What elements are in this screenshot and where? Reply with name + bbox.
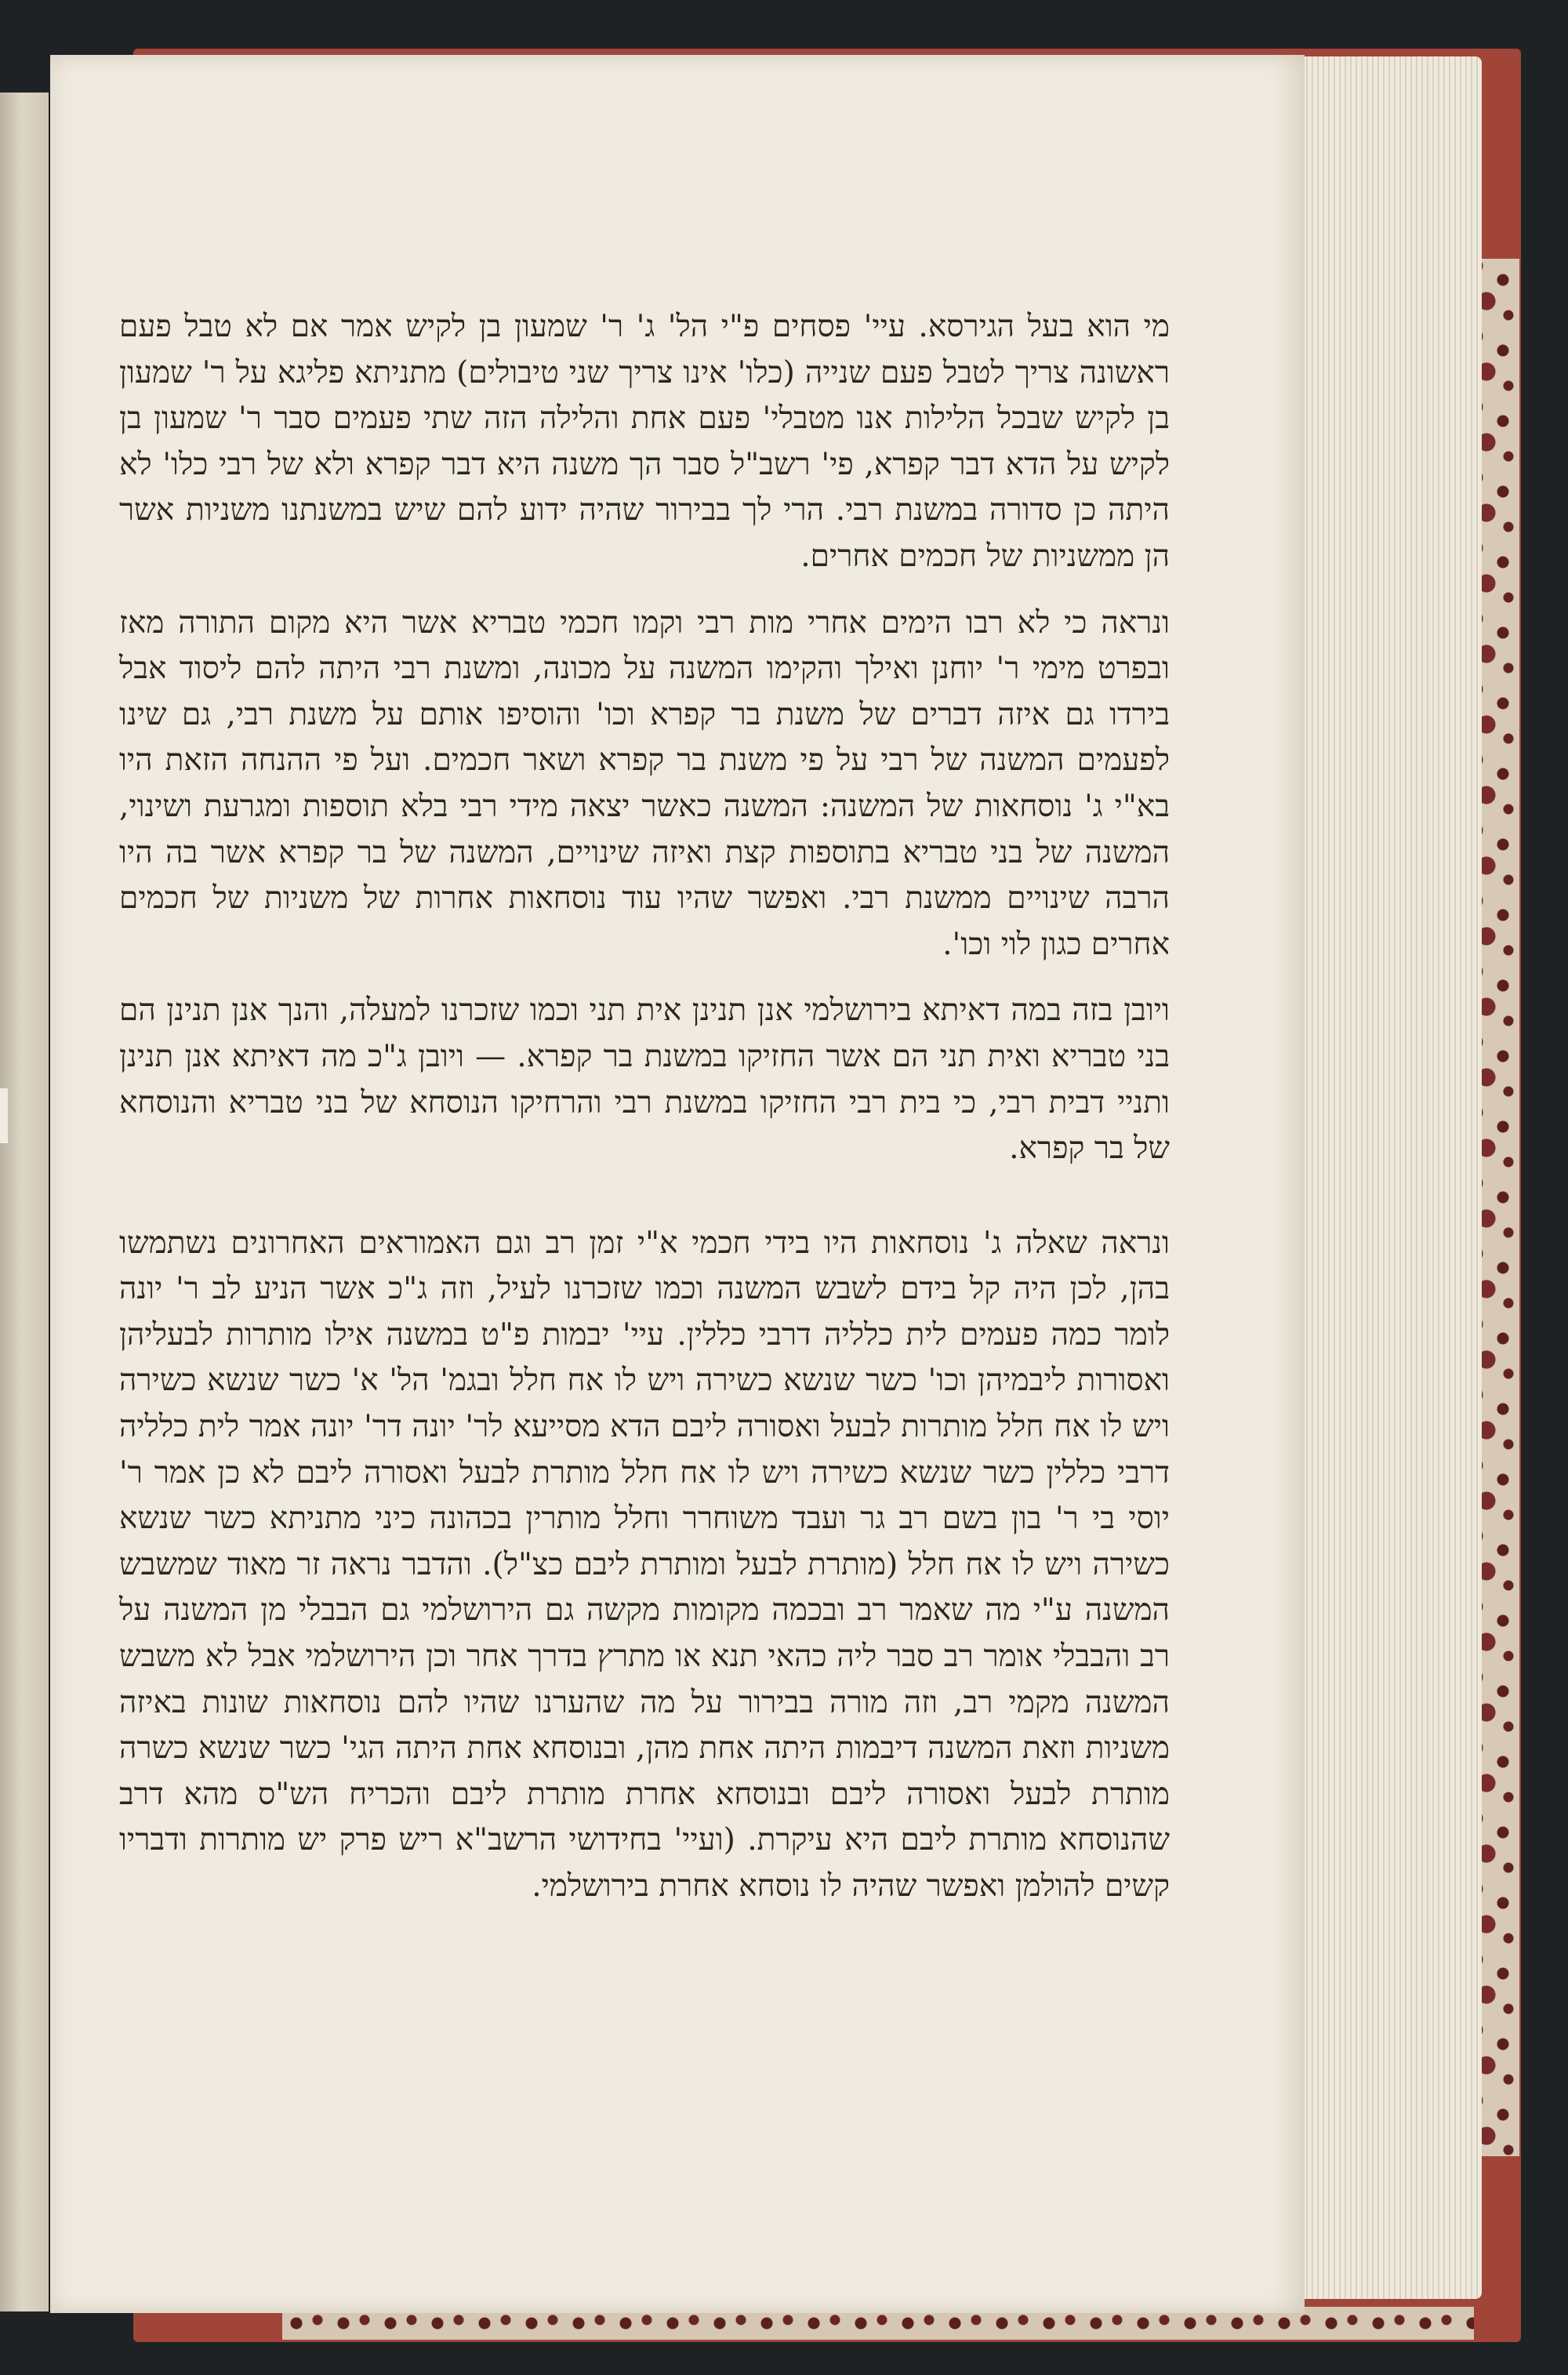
paragraph-2: ונראה כי לא רבו הימים אחרי מות רבי וקמו חכמי טבריא אשר היא מקום התורה מאז ובפרט מימי ר' יוחנן ואילך והקימו המשנה על מכונה, ומשנת רבי היתה להם ליסוד אבל בירדו גם איזה דברים של משנת בר קפרא וכו' והוסיפו אותם על משנת רבי, גם שינו לפעמים המשנה של רבי על פי משנת בר קפרא ושאר חכמים. ועל פי ההנחה הזאת היו בא"י ג' נוסחאות של המשנה: המשנה כאשר יצאה מידי רבי בלא תוספות ומגרעת ושינוי, המשנה של בני טבריא בתוספות קצת ואיזה שינויים, המשנה של בר קפרא אשר בה היו הרבה שינויים ממשנת רבי. ואפשר שהיו עוד נוסחאות אחרות של משניות של חכמים אחרים כגון לוי וכו'. <box>119 605 1170 962</box>
paragraph-3: ויובן בזה במה דאיתא בירושלמי אנן תנינן אית תני וכמו שזכרנו למעלה, והנך אנן תנינן הם בני טבריא ואית תני הם אשר החזיקו במשנת בר קפרא. — ויובן ג"כ מה דאיתא אנן תנינן ותניי דבית רבי, כי בית רבי החזיקו במשנת רבי והרחיקו הנוסחא של בני טבריא והנוסחא של בר קפרא. <box>119 993 1170 1167</box>
facing-page-edge <box>0 93 49 2311</box>
paragraph-1: מי הוא בעל הגירסא. עיי' פסחים פ"י הל' ג' ר' שמעון בן לקיש אמר אם לא טבל פעם ראשונה צריך לטבל פעם שנייה (כלו' אינו צריך שני טיבולים) מתניתא פליגא על ר' שמעון בן לקיש שבכל הלילות אנו מטבלי' פעם אחת והלילה הזה שתי פעמים סבר ר' שמעון בן לקיש על הדא דבר קפרא, פי' רשב"ל סבר הך משנה היא דבר קפרא ולא של רבי כלו' לא היתה כן סדורה במשנת רבי. הרי לך בבירור שהיה ידוע להם שיש במשנתנו משניות אשר הן ממשניות של חכמים אחרים. <box>119 309 1170 574</box>
page-stack-edges <box>1286 56 1482 2299</box>
book-page <box>50 55 1305 2313</box>
paragraph-4: ונראה שאלה ג' נוסחאות היו בידי חכמי א"י זמן רב וגם האמוראים האחרונים נשתמשו בהן, לכן היה קל בידם לשבש המשנה וכמו שזכרנו לעיל, וזה ג"כ אשר הניע לב ר' יונה לומר כמה פעמים לית כלליה דרבי כללין. עיי' יבמות פ"ט במשנה אילו מותרות לבעליהן ואסורות ליבמיהן וכו' כשר שנשא כשירה ויש לו אח חלל ובגמ' הל' א' כשר שנשא כשירה ויש לו אח חלל מותרות לבעל ואסורה ליבם הדא מסייעא לר' יונה דר' יונה אמר לית כלליה דרבי כללין כשר שנשא כשירה ויש לו אח חלל מותרת לבעל ואסורה ליבם לא כן אמר ר' יוסי בי ר' בון בשם רב גר ועבד משוחרר וחלל מותרין בכהונה כיני מתניתא כשר שנשא כשירה ויש לו אח חלל (מותרת לבעל ומותרת ליבם כצ"ל). והדבר נראה זר מאוד שמשבש המשנה ע"י מה שאמר רב ובכמה מקומות מקשה גם הירושלמי גם הבבלי מן המשנה על רב והבבלי אומר רב סבר ליה כהאי תנא או מתרץ בדרך אחר וכן הירושלמי אבל לא משבש המשנה מקמי רב, וזה מורה בבירור על מה שהערנו שהיו להם נוסחאות שונות באיזה משניות וזאת המשנה דיבמות היתה אחת מהן, ובנוסחא אחת היתה הגי' כשר שנשא כשרה מותרת לבעל ואסורה ליבם ובנוסחא אחרת מותרת ליבם והכריח הש"ס מהא דרב שהנוסחא מותרת ליבם היא עיקרת. (ועיי' בחידושי הרשב"א ריש פרק יש מותרות ודבריו קשים להולמן ואפשר שהיה לו נוסחא אחרת בירושלמי. <box>119 1225 1170 1904</box>
body-text <box>119 304 1170 1910</box>
facing-page-marker <box>0 1088 8 1143</box>
